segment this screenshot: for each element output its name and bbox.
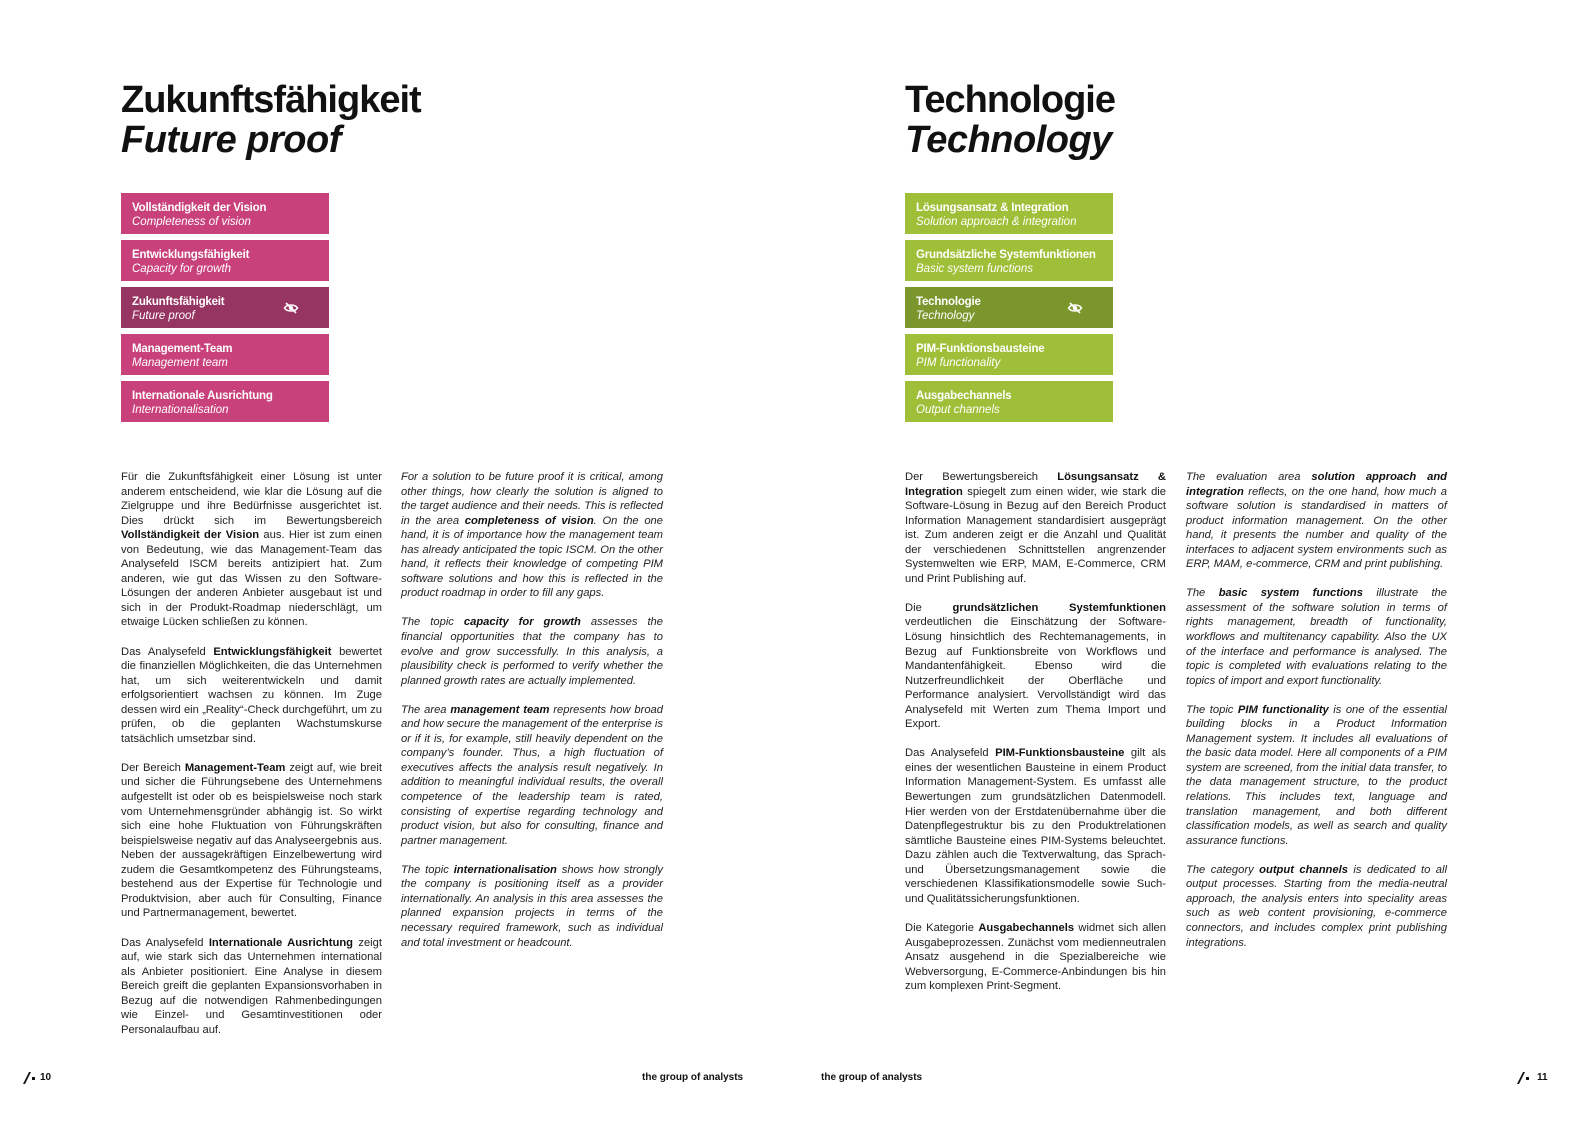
text-run: is one of the essential building blocks in a Product Information Management system. It includes all evaluations of the basic data model. Here all components of a PIM system are screened, from the initial data transfer, to the data management structure, to the product relations. This includes text, language and translation management, and both different classification models, as well as search and quality assurance functions.	[1186, 703, 1447, 847]
text-run: Der Bewertungsbereich	[905, 471, 1058, 483]
page-number: 10	[40, 1072, 52, 1083]
eye-icon	[1067, 300, 1083, 316]
highlighted-term: completeness of vision	[464, 514, 594, 527]
heading-english: Future proof	[121, 119, 341, 161]
category-label-english: Management team	[132, 357, 228, 369]
body-paragraph	[401, 615, 663, 688]
category-box	[121, 193, 329, 234]
text-run: gilt als eines der wesentlichen Bausteine in einem Product Information Management-System. Es umfasst alle Bewertungen zum grundsätzlichen Datenmodell. Hier werden von der Erstdatenübernahme über die Datenpflegestruktur bis zu den Produktrelationen sämtliche Bausteine eines PIM-Systems beleuchtet. Dazu zählen auch die Textverwaltung, das Sprach- und Übersetzungsmanagement sowie die verschiedenen Klassifikationsmodelle sowie Such- und Qualitätssicherungsfunktionen.	[905, 747, 1166, 905]
logo-icon	[22, 1071, 36, 1090]
category-box	[905, 240, 1113, 281]
category-label-english: Future proof	[132, 310, 195, 322]
text-run: widmet sich allen Ausgabeprozessen. Zunächst vom medienneutralen Ansatz ausgehend in die Spezialbereiche wie Webversorgung, E-Commerce-Anbindungen bis hin zum komplexen Print-Segment.	[905, 921, 1166, 993]
text-run: shows how strongly the company is positioning itself as a provider internationally. An analysis in this area assesses the planned expansion projects in terms of the necessary required framework, such as individual and total investment or headcount.	[401, 863, 663, 949]
highlighted-term: PIM functionality	[1237, 703, 1329, 716]
text-run: zeigt auf, wie stark sich das Unternehmen international als Anbieter positioniert. Eine Analyse in diesem Bereich greift die geplanten Expansionsvorhaben in Bezug auf die notwendigen Rahmenbedingungen wie Einzel- und Gesamtinvestitionen oder Personalaufbau auf.	[121, 936, 382, 1036]
right-page	[783, 0, 1566, 1104]
footer-brand: the group of analysts	[821, 1072, 923, 1083]
category-label-german: Ausgabechannels	[916, 390, 1012, 402]
category-box	[121, 334, 329, 375]
text-run: The evaluation area	[1186, 471, 1312, 483]
text-run: The topic	[1186, 703, 1238, 716]
category-label-german: Grundsätzliche Systemfunktionen	[916, 249, 1096, 261]
category-label-german: Entwicklungsfähigkeit	[132, 249, 250, 261]
body-paragraph	[905, 470, 1166, 586]
category-box	[905, 334, 1113, 375]
body-paragraph	[401, 703, 663, 848]
highlighted-term: Entwicklungsfähigkeit	[213, 645, 332, 658]
text-run: is dedicated to all output processes. Starting from the media-neutral approach, the analysis enters into speciality areas such as web content provisioning, e-commerce connectors, and includes complex print publishing integrations.	[1186, 863, 1447, 949]
highlighted-term: PIM-Funktionsbausteine	[995, 747, 1125, 760]
text-run: reflects, on the one hand, how much a software solution is standardised in matters of product information management. On the other hand, it presents the number and quality of the interfaces to adjacent system environments such as ERP, MAM, e-commerce, CRM and print publishing.	[1186, 485, 1447, 571]
category-label-german: Technologie	[916, 296, 981, 308]
category-label-german: Vollständigkeit der Vision	[132, 202, 267, 214]
category-label-german: PIM-Funktionsbausteine	[916, 343, 1045, 355]
category-label-german: Lösungsansatz & Integration	[916, 202, 1069, 214]
body-paragraph	[1186, 703, 1447, 848]
text-run: spiegelt zum einen wider, wie stark die Software-Lösung in Bezug auf den Bereich Product Information Management standardisiert ausgeprägt ist. Zum anderen zeigt er die Anzahl und Qualität der verschiedenen Schnittstellen angrenzender Systemwelten wie ERP, MAM, E-Commerce, CRM und Print Publishing auf.	[905, 485, 1166, 585]
text-run: Das Analysefeld	[121, 936, 209, 949]
body-paragraph	[1186, 470, 1447, 572]
category-box	[121, 287, 329, 328]
heading-german: Zukunftsfähigkeit	[121, 79, 421, 121]
category-label-german: Management-Team	[132, 343, 233, 355]
text-run: bewertet die finanziellen Möglichkeiten, die das Unternehmen hat, um sich weiterentwickeln und damit erfolgsorientiert wachsen zu können. Im Zuge dessen wird ein „Reality“-Check durchgeführt, um zu prüfen, ob die geplanten Wachstumskurse tatsächlich umsetzbar sind.	[121, 645, 382, 745]
text-run: The topic	[401, 863, 454, 876]
highlighted-term: internationalisation	[453, 863, 557, 876]
text-run: Das Analysefeld	[121, 645, 214, 658]
body-paragraph	[401, 470, 663, 601]
category-label-english: Internationalisation	[132, 404, 229, 416]
highlighted-term: Management-Team	[184, 761, 286, 774]
text-run: For a solution to be future proof it is critical, among other things, how clearly the solution is aligned to the target audience and their needs. This is reflected in the area	[401, 471, 663, 527]
text-run: aus. Hier ist zum einen von Bedeutung, wie das Management-Team das Analysefeld ISCM bereits antizipiert hat. Zum anderen, wie gut das Wissen zu den Software-Lösungen der anderen Anbieter ausgebaut ist und sich in der Produkt-Roadmap niederschlägt, um etwaige Lücken schließen zu können.	[121, 529, 382, 629]
category-list	[905, 193, 1113, 428]
left-page	[0, 0, 783, 1104]
german-text-column	[121, 470, 382, 1052]
category-label-german: Zukunftsfähigkeit	[132, 296, 225, 308]
body-paragraph	[121, 470, 382, 630]
text-run: Das Analysefeld	[905, 747, 996, 760]
text-run: Die	[905, 601, 953, 614]
category-list	[121, 193, 329, 428]
category-box	[121, 240, 329, 281]
page-number: 11	[1537, 1072, 1548, 1083]
category-label-english: Output channels	[916, 404, 1000, 416]
highlighted-term: grundsätzlichen Systemfunktionen	[952, 601, 1166, 614]
body-paragraph	[905, 746, 1166, 906]
logo-icon	[1516, 1071, 1530, 1090]
body-paragraph	[905, 921, 1166, 994]
text-run: zeigt auf, wie breit und sicher die Führungsebene des Unternehmens aufgestellt ist oder ob es beispielsweise noch stark vom Unternehmensgründer abhängig ist. So wirkt sich eine hohe Fluktuation von Führungskräften beispielsweise negativ auf das Analyseergebnis aus. Neben der aussagekräftigen Einzelbewertung wird zudem die Gesamtkompetenz des Führungsteams, bestehend aus der Expertise für Technologie und Produktvision, aber auch für Consulting, Finance und Partnermanagement, bewertet.	[121, 761, 382, 920]
german-text-column	[905, 470, 1166, 1008]
highlighted-term: Internationale Ausrichtung	[208, 936, 353, 949]
highlighted-term: output channels	[1259, 863, 1348, 876]
highlighted-term: Lösungsansatz & Integration	[905, 471, 1167, 498]
body-paragraph	[121, 761, 382, 921]
highlighted-term: Ausgabechannels	[978, 921, 1075, 934]
category-label-english: PIM functionality	[916, 357, 1001, 369]
text-run: Für die Zukunftsfähigkeit einer Lösung ist unter anderem entscheidend, wie klar die Lösung auf die Zielgruppe und ihre Bedürfnisse ausgerichtet ist. Dies drückt sich im Bewertungsbereich	[121, 471, 382, 527]
text-run: Die Kategorie	[905, 921, 979, 934]
category-label-german: Internationale Ausrichtung	[132, 390, 273, 402]
body-paragraph	[1186, 863, 1447, 950]
highlighted-term: management team	[450, 703, 550, 716]
text-run: The category	[1186, 863, 1260, 876]
category-label-english: Technology	[916, 310, 975, 322]
text-run: The	[1186, 587, 1219, 600]
category-box	[121, 381, 329, 422]
english-text-column	[401, 470, 663, 965]
text-run: represents how broad and how secure the management of the enterprise is or if it is, for example, still heavily dependent on the company’s founder. Thus, a high fluctuation of executives affects the analysis result negatively. In addition to meaningful individual results, the overall competence of the leadership team is rated, consisting of expertise regarding technology and product vision, but also for consulting, finance and partner management.	[401, 703, 663, 847]
footer-brand: the group of analysts	[642, 1072, 744, 1083]
page-heading	[905, 80, 1115, 160]
highlighted-term: basic system functions	[1218, 587, 1363, 600]
text-run: assesses the financial opportunities that the company has to evolve and grow successfully. In this analysis, a plausibility check is performed to verify whether the planned growth rates are actually implemented.	[401, 616, 663, 687]
category-label-english: Solution approach & integration	[916, 216, 1077, 228]
text-run: The topic	[401, 616, 464, 629]
category-label-english: Completeness of vision	[132, 216, 251, 228]
english-text-column	[1186, 470, 1447, 965]
heading-english: Technology	[905, 119, 1112, 161]
body-paragraph	[121, 936, 382, 1038]
category-box	[905, 287, 1113, 328]
text-run: The area	[401, 703, 451, 716]
eye-icon	[283, 300, 299, 316]
category-label-english: Capacity for growth	[132, 263, 232, 275]
body-paragraph	[905, 601, 1166, 732]
text-run: verdeutlichen die Einschätzung der Software-Lösung hinsichtlich des Rechtemanagements, in Bezug auf Funktionsbreite von Workflows und Mandantenfähigkeit. Ebenso wird die Nutzerfreundlichkeit der Oberfläche und Performance analysiert. Vervollständigt wird das Analysefeld mit Werten zum Thema Import und Export.	[905, 616, 1166, 731]
page-heading	[121, 80, 421, 160]
text-run: illustrate the assessment of the software solution in terms of rights management, breadth of functionality, workflows and multitenancy capability. Also the UX of the interface and performance is analysed. The topic is completed with evaluations relating to the topics of import and export functionality.	[1186, 587, 1448, 687]
text-run: . On the one hand, it is of importance how the management team has already anticipated the topic ISCM. On the other hand, it reflects their knowledge of competing PIM software solutions and how this is reflected in the product roadmap in order to fill any gaps.	[401, 514, 664, 600]
body-paragraph	[121, 645, 382, 747]
category-label-english: Basic system functions	[916, 263, 1033, 275]
text-run: Der Bereich	[121, 761, 185, 774]
body-paragraph	[401, 863, 663, 950]
category-box	[905, 193, 1113, 234]
category-box	[905, 381, 1113, 422]
body-paragraph	[1186, 586, 1447, 688]
highlighted-term: Vollständigkeit der Vision	[121, 529, 260, 542]
highlighted-term: solution approach and integration	[1186, 471, 1447, 498]
highlighted-term: capacity for growth	[463, 616, 581, 629]
heading-german: Technologie	[905, 79, 1115, 121]
